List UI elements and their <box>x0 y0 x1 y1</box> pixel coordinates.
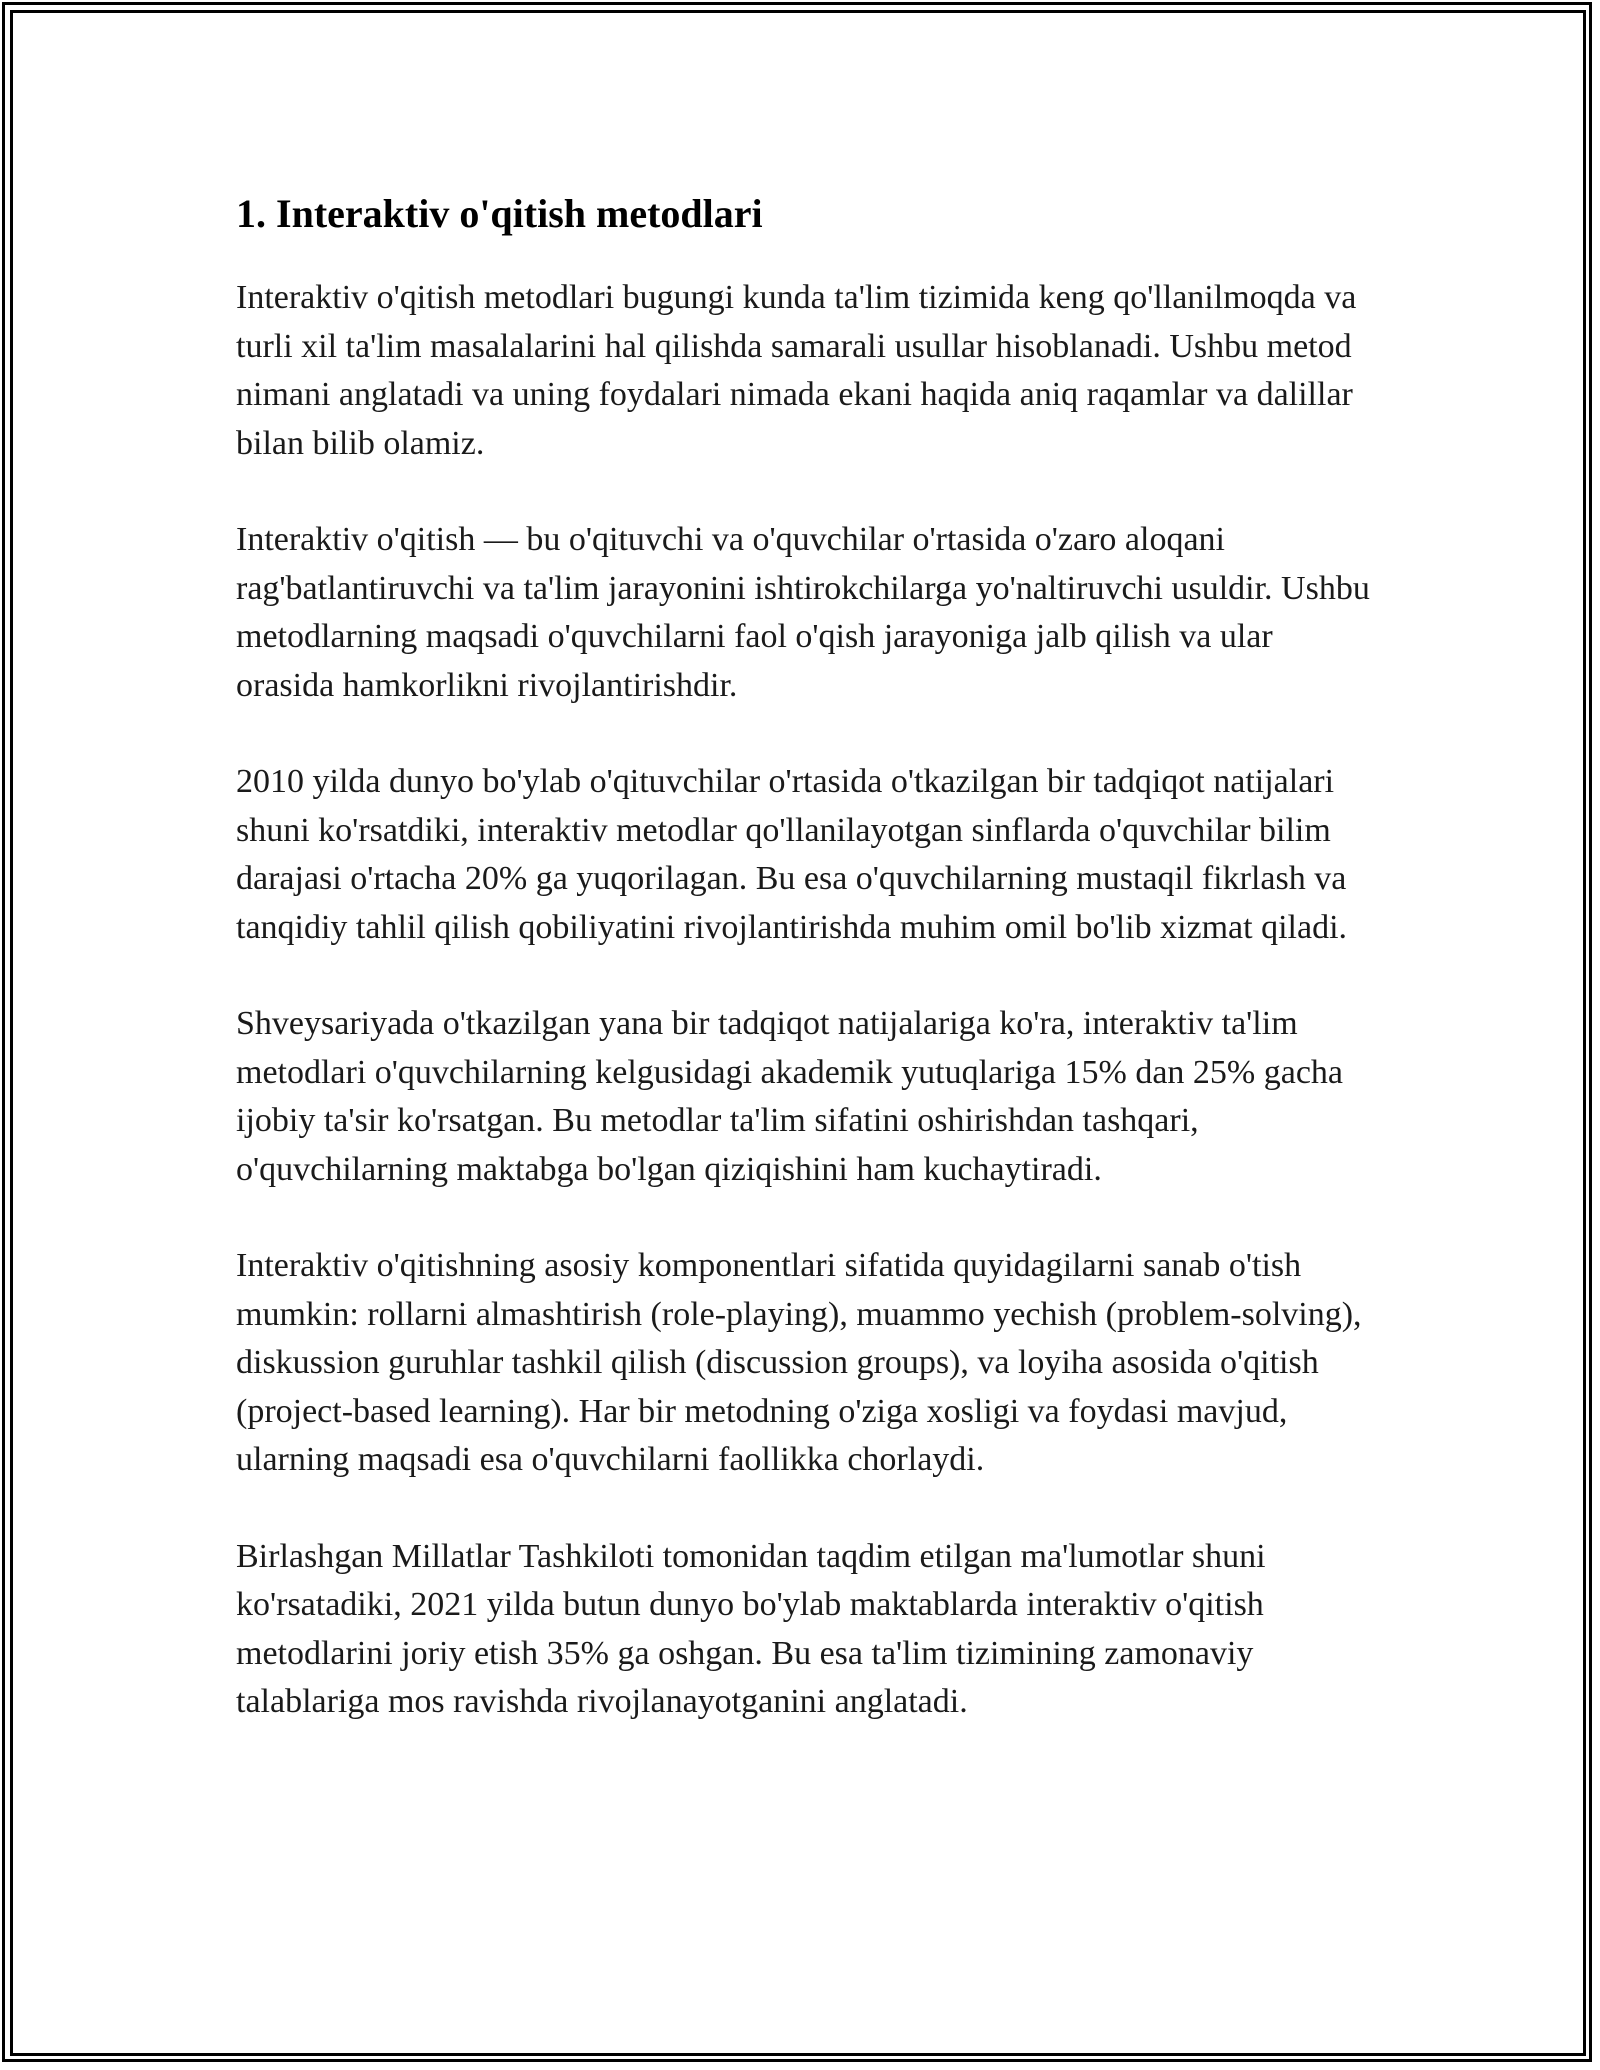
paragraph-components: Interaktiv o'qitishning asosiy komponentlari sifatida quyidagilarni sanab o'tish mumkin: rollarni almashtirish (role-playing), muammo yechish (problem-solving), diskussion guruhlar tashkil qilish (discussion groups), va loyiha asosida o'qitish (project-based learning). Har bir metodning o'ziga xosligi va foydasi mavjud, ularning maqsadi esa o'quvchilarni faollikka chorlaydi. <box>236 1247 1362 1478</box>
paragraph-study-switzerland: Shveysariyada o'tkazilgan yana bir tadqiqot natijalariga ko'ra, interaktiv ta'lim metodlari o'quvchilarning kelgusidagi akademik yutuqlariga 15% dan 25% gacha ijobiy ta'sir ko'rsatgan. Bu metodlar ta'lim sifatini oshirishdan tashqari, o'quvchilarning maktabga bo'lgan qiziqishini ham kuchaytiradi. <box>236 1005 1344 1188</box>
paragraph-definition: Interaktiv o'qitish — bu o'qituvchi va o'quvchilar o'rtasida o'zaro aloqani rag'batlantiruvchi va ta'lim jarayonini ishtirokchilarga yo'naltiruvchi usuldir. Ushbu metodlarning maqsadi o'quvchilarni faol o'qish jarayoniga jalb qilish va ular orasida hamkorlikni rivojlantirishdir. <box>236 521 1370 704</box>
paragraph-un-data: Birlashgan Millatlar Tashkiloti tomonidan taqdim etilgan ma'lumotlar shuni ko'rsatadiki, 2021 yilda butun dunyo bo'ylab maktablarda interaktiv o'qitish metodlarini joriy etish 35% ga oshgan. Bu esa ta'lim tizimining zamonaviy talablariga mos ravishda rivojlanayotganini anglatadi. <box>236 1537 1266 1720</box>
section-heading: 1. Interaktiv o'qitish metodlari <box>236 191 763 236</box>
document-body <box>236 186 1376 1775</box>
paragraph-study-2010: 2010 yilda dunyo bo'ylab o'qituvchilar o'rtasida o'tkazilgan bir tadqiqot natijalari shuni ko'rsatdiki, interaktiv metodlar qo'llanilayotgan sinflarda o'quvchilar bilim darajasi o'rtacha 20% ga yuqorilagan. Bu esa o'quvchilarning mustaqil fikrlash va tanqidiy tahlil qilish qobiliyatini rivojlantirishda muhim omil bo'lib xizmat qiladi. <box>236 763 1348 946</box>
paragraph-intro: Interaktiv o'qitish metodlari bugungi kunda ta'lim tizimida keng qo'llanilmoqda va turli xil ta'lim masalalarini hal qilishda samarali usullar hisoblanadi. Ushbu metod nimani anglatadi va uning foydalari nimada ekani haqida aniq raqamlar va dalillar bilan bilib olamiz. <box>236 279 1357 462</box>
